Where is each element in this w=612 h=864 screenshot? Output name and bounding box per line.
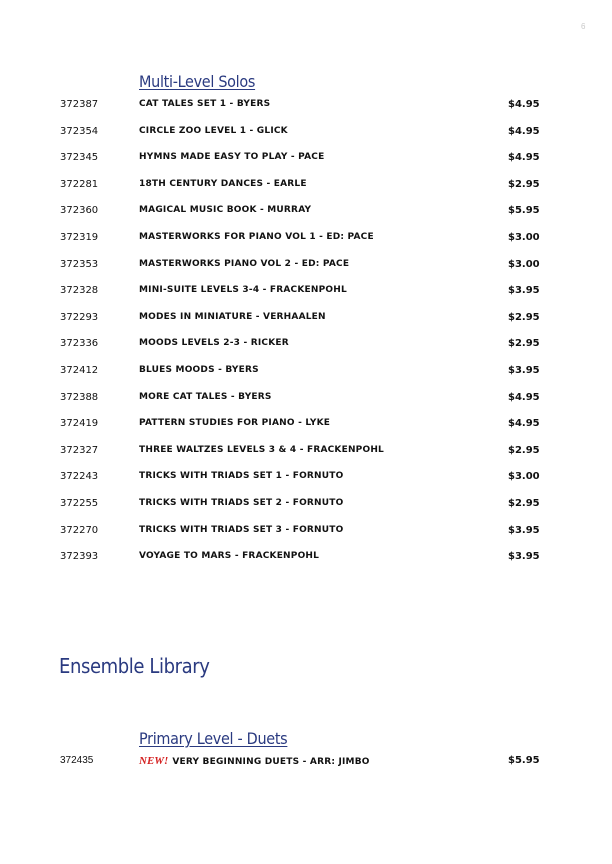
- item-title: THREE WALTZES LEVELS 3 & 4 - FRACKENPOHL: [139, 444, 384, 455]
- item-code: 372328: [60, 285, 99, 297]
- item-title: CIRCLE ZOO LEVEL 1 - GLICK: [139, 125, 288, 136]
- list-item: [0, 259, 612, 273]
- item-title: MAGICAL MUSIC BOOK - MURRAY: [139, 205, 312, 216]
- item-code: 372345: [60, 152, 99, 164]
- item-price: $4.95: [508, 99, 540, 110]
- item-title: CAT TALES SET 1 - BYERS: [139, 99, 271, 109]
- ensemble-library-heading: Ensemble Library: [59, 654, 210, 678]
- item-price: $2.95: [508, 498, 540, 509]
- item-code: 372435: [60, 755, 94, 766]
- item-price: $2.95: [508, 311, 540, 323]
- item-price: $4.95: [508, 418, 540, 430]
- item-title: PATTERN STUDIES FOR PIANO - LYKE: [139, 418, 331, 429]
- list-item: [0, 365, 612, 379]
- list-item: [0, 126, 612, 140]
- item-price: $3.95: [508, 285, 540, 297]
- item-price: $3.00: [508, 471, 540, 483]
- item-title: MASTERWORKS PIANO VOL 2 - ED: PACE: [139, 258, 350, 269]
- item-price: $3.00: [508, 258, 540, 270]
- item-code: 372393: [60, 551, 99, 563]
- item-price: $4.95: [508, 125, 540, 137]
- item-price: $3.95: [508, 524, 540, 536]
- item-price: $2.95: [508, 338, 540, 350]
- item-price: $5.95: [508, 755, 540, 766]
- item-code: 372336: [60, 338, 99, 350]
- item-code: 372319: [60, 232, 99, 243]
- item-title: VERY BEGINNING DUETS - ARR: JIMBO: [172, 757, 370, 767]
- item-code: 372388: [60, 391, 99, 403]
- item-price: $3.00: [508, 232, 540, 243]
- list-item: [0, 338, 612, 352]
- list-item: [0, 232, 612, 246]
- list-item: [0, 152, 612, 166]
- item-price: $4.95: [508, 152, 540, 164]
- item-title: TRICKS WITH TRIADS SET 3 - FORNUTO: [139, 524, 344, 535]
- item-price: $2.95: [508, 178, 540, 190]
- list-item: [0, 285, 612, 299]
- item-title: MINI-SUITE LEVELS 3-4 - FRACKENPOHL: [139, 285, 347, 296]
- item-code: 372255: [60, 498, 99, 509]
- item-price: $4.95: [508, 391, 540, 403]
- item-price: $3.95: [508, 551, 540, 563]
- item-code: 372293: [60, 311, 99, 323]
- primary-level-duets-heading: Primary Level - Duets: [139, 729, 288, 748]
- list-item: [0, 179, 612, 193]
- item-code: 372281: [60, 178, 99, 190]
- list-item: [0, 445, 612, 459]
- list-item: [0, 418, 612, 432]
- item-code: 372327: [60, 444, 99, 456]
- list-item: [0, 99, 612, 113]
- item-price: $2.95: [508, 444, 540, 456]
- item-code: 372353: [60, 258, 99, 270]
- list-item: [0, 392, 612, 406]
- item-title: TRICKS WITH TRIADS SET 1 - FORNUTO: [139, 471, 344, 482]
- item-title: MOODS LEVELS 2-3 - RICKER: [139, 338, 289, 349]
- multi-level-solos-heading: Multi-Level Solos: [139, 72, 256, 91]
- item-price: $3.95: [508, 365, 540, 376]
- item-price: $5.95: [508, 205, 540, 217]
- list-item: [0, 498, 612, 512]
- item-code: 372387: [60, 99, 99, 110]
- item-code: 372419: [60, 418, 99, 430]
- item-title-wrapper: [139, 755, 370, 767]
- list-item: [0, 525, 612, 539]
- item-title: 18TH CENTURY DANCES - EARLE: [139, 178, 307, 189]
- list-item: [0, 551, 612, 565]
- new-badge: NEW!: [139, 755, 169, 767]
- list-item: [0, 312, 612, 326]
- item-code: 372354: [60, 125, 99, 137]
- item-title: BLUES MOODS - BYERS: [139, 365, 259, 375]
- item-title: MASTERWORKS FOR PIANO VOL 1 - ED: PACE: [139, 232, 374, 242]
- item-code: 372270: [60, 524, 99, 536]
- list-item: [0, 471, 612, 485]
- item-title: TRICKS WITH TRIADS SET 2 - FORNUTO: [139, 498, 344, 508]
- item-title: VOYAGE TO MARS - FRACKENPOHL: [139, 551, 320, 562]
- item-code: 372243: [60, 471, 99, 483]
- item-code: 372412: [60, 365, 99, 376]
- list-item: [0, 755, 612, 769]
- item-code: 372360: [60, 205, 99, 217]
- item-title: HYMNS MADE EASY TO PLAY - PACE: [139, 152, 325, 163]
- item-title: MODES IN MINIATURE - VERHAALEN: [139, 311, 326, 322]
- list-item: [0, 205, 612, 219]
- page-number: 6: [581, 22, 586, 31]
- item-title: MORE CAT TALES - BYERS: [139, 391, 272, 402]
